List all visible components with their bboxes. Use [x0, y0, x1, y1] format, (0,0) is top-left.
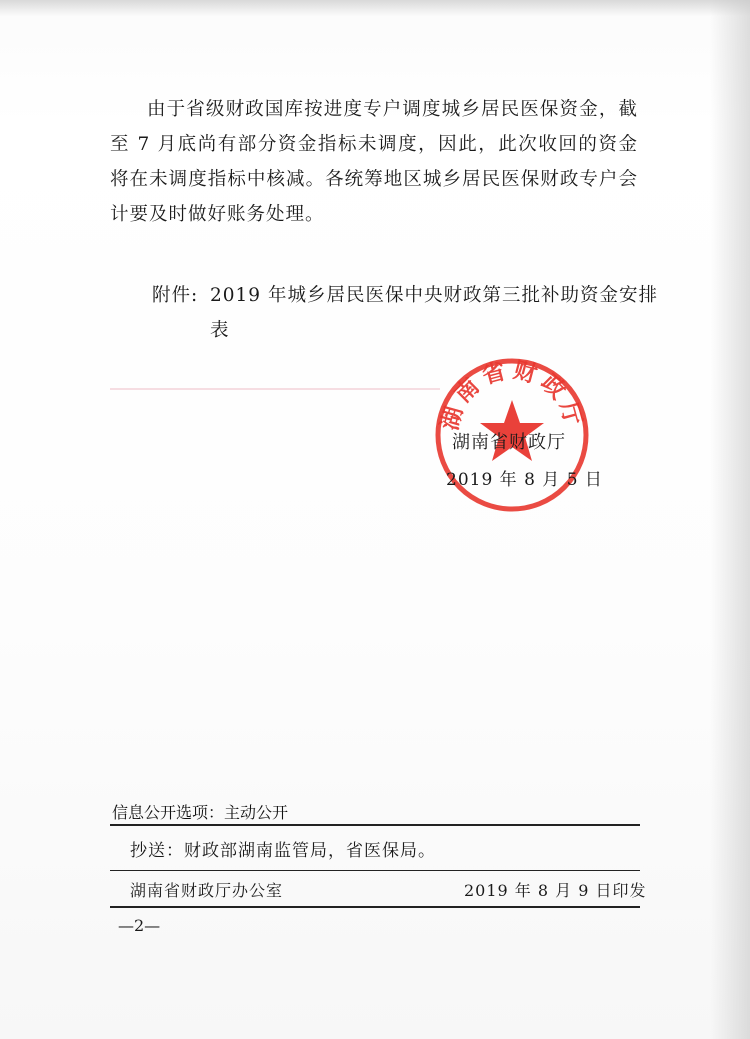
bleed-through-red-rule [110, 388, 440, 390]
cc-recipients: 财政部湖南监管局，省医保局。 [184, 841, 436, 861]
cc-line [130, 836, 436, 861]
footer-rule-bottom [110, 906, 640, 908]
body-paragraph: 由于省级财政国库按进度专户调度城乡居民医保资金，截至 7 月底尚有部分资金指标未调度，因此，此次收回的资金将在未调度指标中核减。各统筹地区城乡居民医保财政专户会计要及时做好账务处理。 [110, 99, 638, 225]
info-disclosure-option: 信息公开选项：主动公开 [112, 803, 289, 822]
scan-shadow-top [0, 0, 750, 16]
cc-label: 抄送： [130, 841, 184, 861]
scan-shadow-right [710, 0, 750, 1039]
attachment-title: 2019 年城乡居民医保中央财政第三批补助资金安排 [210, 285, 658, 306]
footer-rule-top [110, 824, 640, 826]
footer-rule-middle [110, 870, 640, 871]
seal-text: 湖南省财政厅 [436, 357, 588, 434]
issuing-office: 湖南省财政厅办公室 [130, 881, 284, 900]
attachment-label: 附件: [152, 285, 199, 306]
print-date: 2019 年 8 月 9 日印发 [464, 881, 647, 900]
signing-date: 2019 年 8 月 5 日 [446, 470, 603, 490]
page-number: —2— [118, 916, 161, 935]
attachment-title-continued: 表 [210, 320, 230, 341]
signing-organization: 湖南省财政厅 [452, 432, 566, 453]
